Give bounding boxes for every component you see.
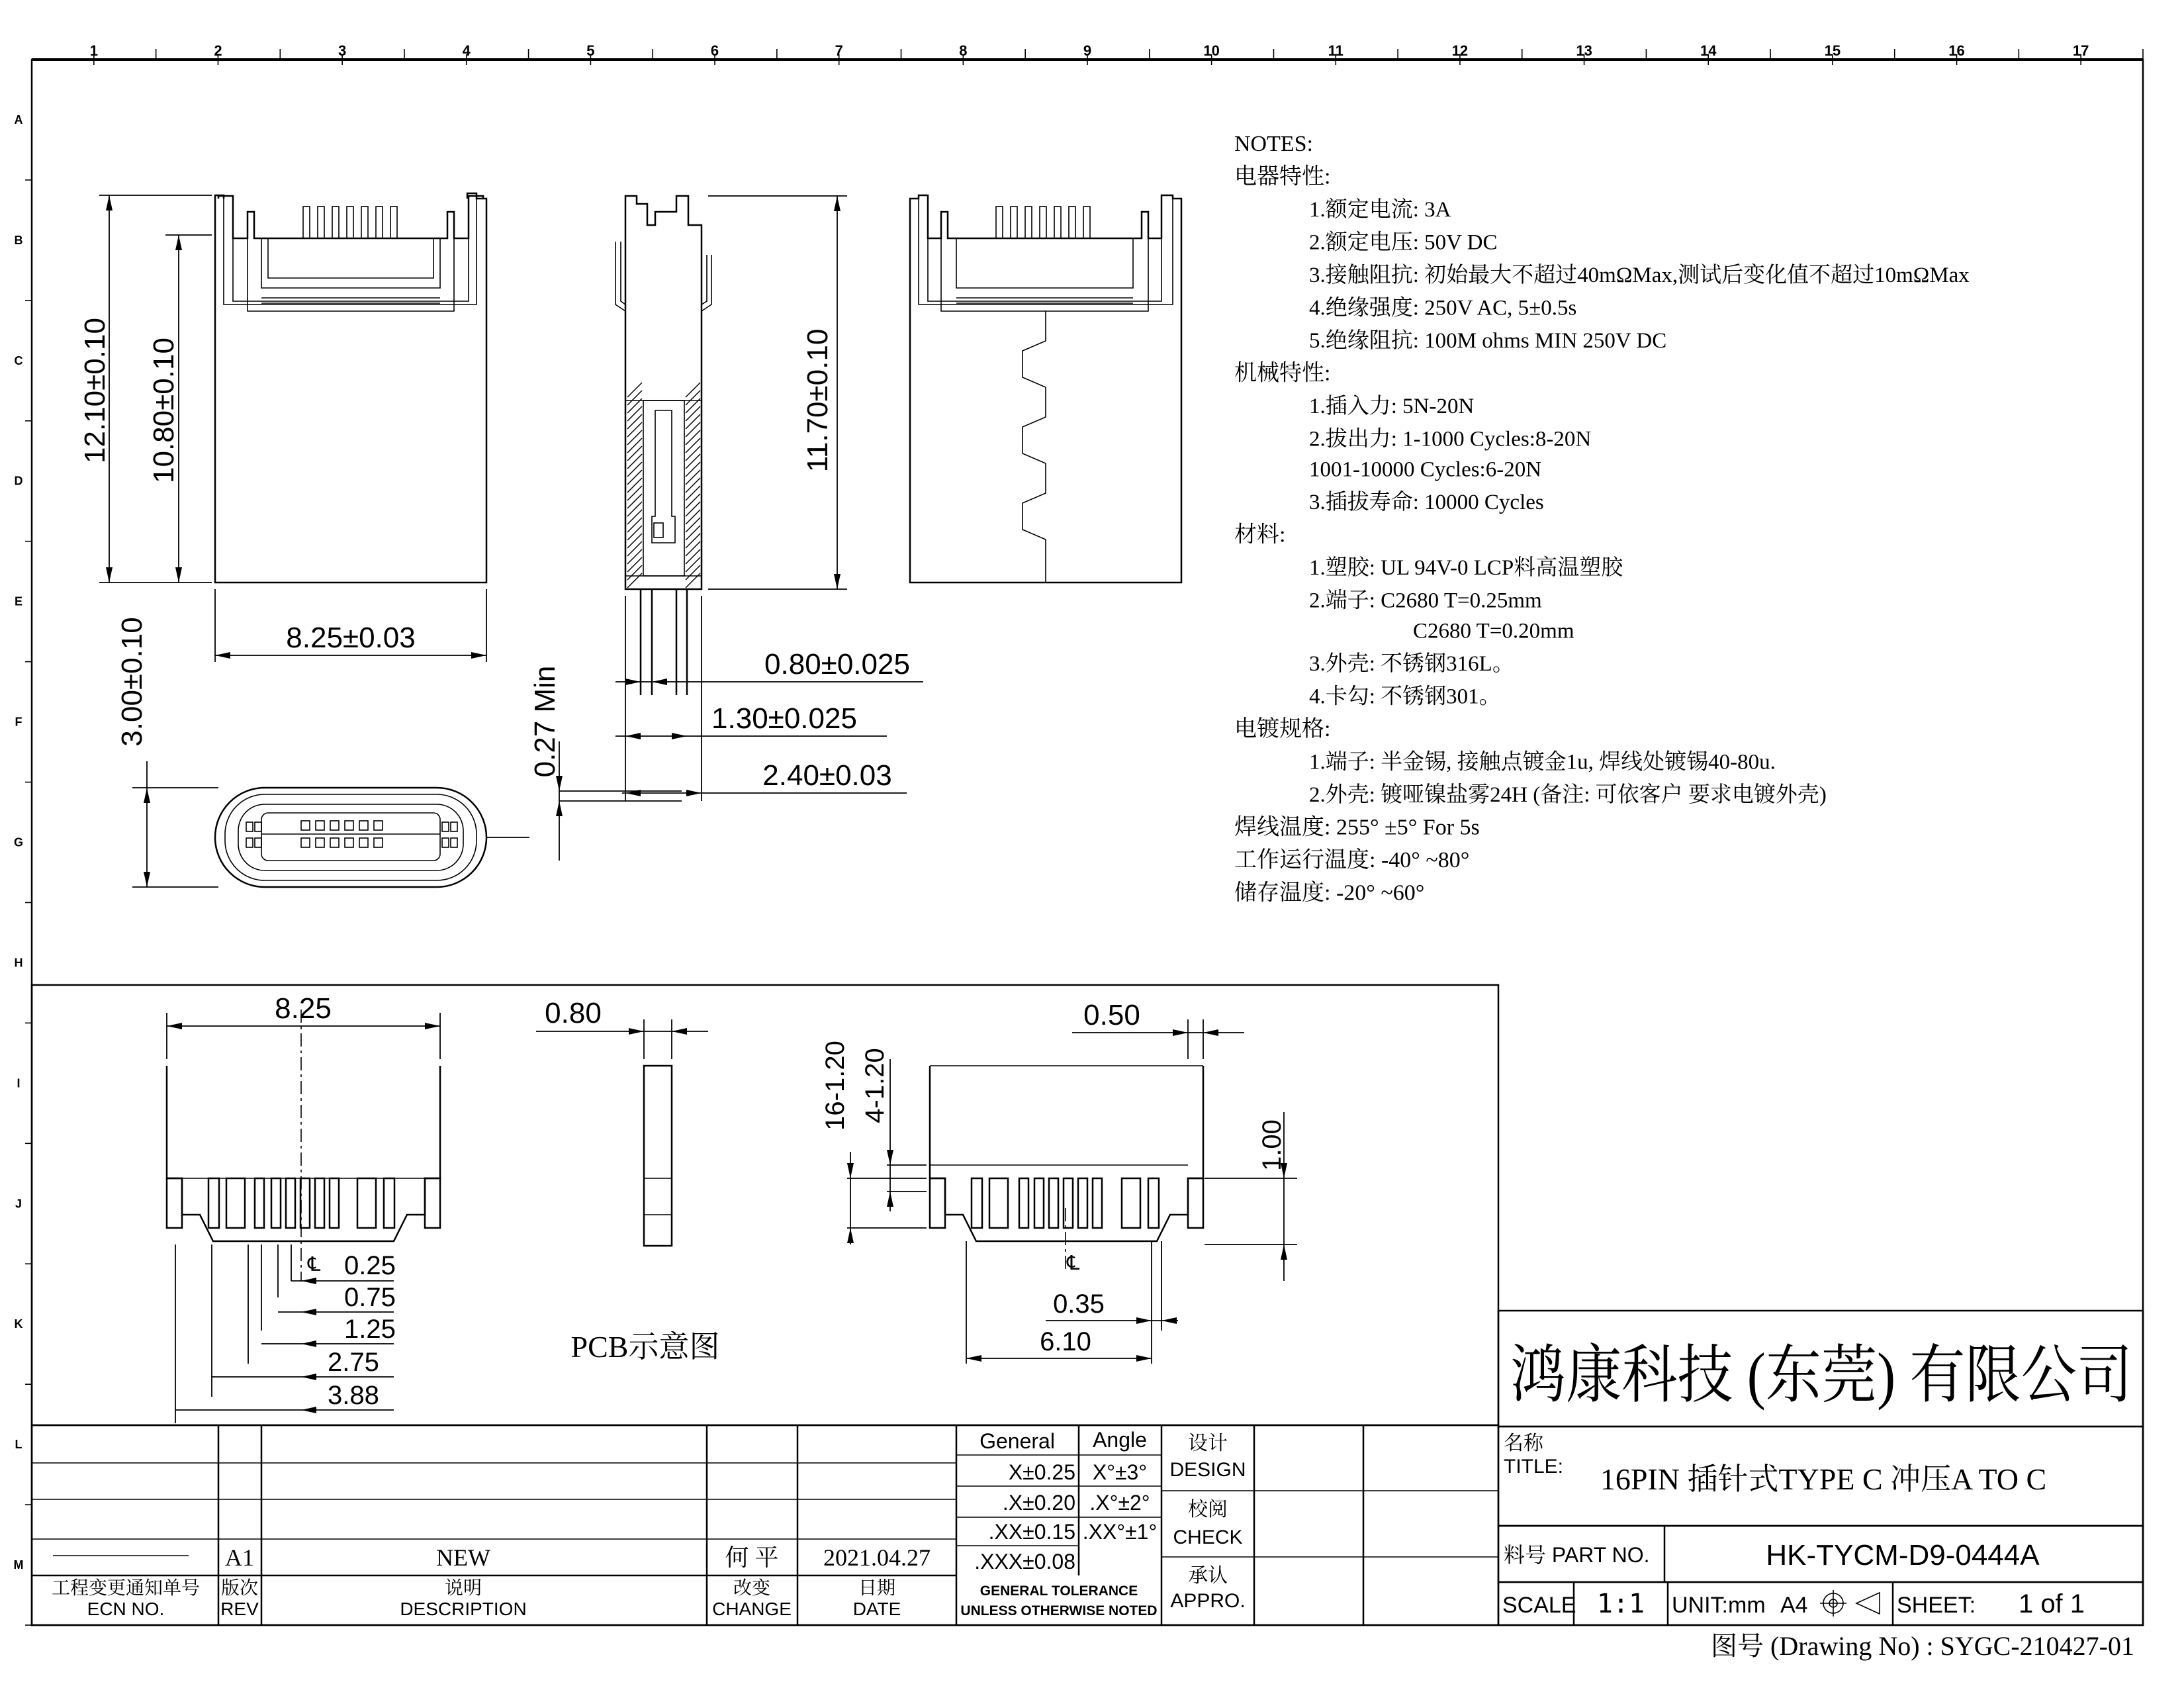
- pcb-pad: [1064, 1178, 1073, 1228]
- contact-pin: [361, 207, 368, 238]
- notes-tail: 焊线温度: 255° ±5° For 5s: [1234, 815, 1480, 840]
- section-hatch: [686, 454, 700, 469]
- tol-angle-header: Angle: [1093, 1428, 1147, 1452]
- unit-label: UNIT:mm: [1672, 1593, 1766, 1618]
- sheet-label: SHEET:: [1897, 1593, 1976, 1618]
- end-pin: [451, 838, 457, 847]
- border-col-label: 15: [1824, 42, 1841, 59]
- border-row-label: J: [15, 1197, 23, 1211]
- border-row-label: A: [14, 113, 23, 126]
- date-header-cn: 日期: [858, 1577, 896, 1598]
- approval-appro-en: APPRO.: [1170, 1590, 1246, 1612]
- approval-appro-cn: 承认: [1188, 1565, 1228, 1587]
- section-hatch: [627, 454, 642, 469]
- border-col-label: 12: [1451, 42, 1469, 59]
- border-row-label: D: [14, 474, 23, 488]
- section-hatch: [627, 494, 642, 508]
- section-hatch: [627, 391, 642, 405]
- rev-change: 何 平: [725, 1544, 779, 1571]
- end-pin: [330, 838, 339, 847]
- pcb-pad: [315, 1178, 324, 1228]
- notes-item: 2.外壳: 镀哑镍盐雾24H (备注: 可依客户 要求电镀外壳): [1309, 783, 1827, 807]
- scale-value: 1:1: [1596, 1589, 1645, 1619]
- end-pin: [374, 821, 383, 830]
- section-hatch: [686, 470, 700, 485]
- section-hatch: [627, 414, 642, 429]
- pcb-pad: [972, 1178, 982, 1228]
- notes-block: [1234, 132, 1970, 906]
- dim-height-total: 12.10±0.10: [79, 318, 111, 463]
- approval-design-cn: 设计: [1188, 1432, 1228, 1454]
- part-number: HK-TYCM-D9-0444A: [1766, 1539, 2040, 1571]
- notes-item: C2680 T=0.20mm: [1413, 619, 1574, 643]
- tol-row-2: .X±0.20: [1002, 1491, 1075, 1515]
- border-row-label: L: [15, 1438, 23, 1452]
- dim-thk2: 1.30±0.025: [711, 702, 857, 735]
- pcb-pad: [357, 1178, 376, 1228]
- section-hatch: [686, 414, 700, 429]
- ecn-header-cn: 工程变更通知单号: [51, 1577, 201, 1598]
- notes-item: 3.接触阻抗: 初始最大不超过40mΩMax,测试后变化值不超过10mΩMax: [1309, 263, 1970, 287]
- section-hatch: [686, 541, 700, 556]
- contact-pin: [1040, 207, 1046, 238]
- section-hatch: [686, 486, 700, 500]
- border-col-label: 3: [338, 42, 347, 59]
- section-hatch: [627, 526, 642, 540]
- section-hatch: [686, 383, 700, 397]
- notes-item: 2.拔出力: 1-1000 Cycles:8-20N: [1309, 427, 1592, 451]
- notes-tail: 工作运行温度: -40° ~80°: [1234, 848, 1470, 872]
- border-row-label: B: [14, 233, 23, 247]
- end-pin: [246, 822, 253, 831]
- contact-pin: [996, 207, 1003, 238]
- rev-desc: NEW: [436, 1544, 490, 1571]
- border-col-label: 13: [1576, 42, 1592, 59]
- contact-pin: [303, 207, 310, 238]
- rev-header-cn: 版次: [220, 1577, 259, 1598]
- notes-item: 1.插入力: 5N-20N: [1309, 395, 1475, 418]
- tol-angle-1: X°±3°: [1092, 1460, 1148, 1484]
- pcb-pad: [167, 1178, 182, 1228]
- section-hatch: [686, 510, 700, 524]
- contact-pin: [332, 207, 339, 238]
- contact-pin: [318, 207, 324, 238]
- notes-item: 1.端子: 半金锡, 接触点镀金1u, 焊线处镀锡40-80u.: [1309, 750, 1776, 774]
- rev-date: 2021.04.27: [823, 1544, 931, 1571]
- pcb-pad: [930, 1178, 945, 1228]
- section-hatch: [686, 494, 700, 508]
- tol-general-header: General: [979, 1429, 1055, 1453]
- section-hatch: [686, 526, 700, 540]
- pcb-pad: [1122, 1178, 1140, 1228]
- border-row-label: E: [14, 594, 23, 608]
- tol-row-4: .XXX±0.08: [974, 1550, 1075, 1573]
- border-col-label: 2: [214, 42, 222, 59]
- notes-item: 3.插拔寿命: 10000 Cycles: [1309, 491, 1544, 514]
- section-hatch: [627, 446, 642, 461]
- end-pin: [301, 838, 310, 847]
- approval-check-en: CHECK: [1173, 1526, 1243, 1548]
- section-hatch: [627, 518, 642, 532]
- notes-item: 4.绝缘强度: 250V AC, 5±0.5s: [1309, 296, 1577, 320]
- pcb-pad: [1049, 1178, 1058, 1228]
- pcb-pad: [1188, 1178, 1203, 1228]
- front-view: [79, 193, 486, 662]
- pcb-pad: [208, 1178, 219, 1228]
- section-hatch: [686, 462, 700, 477]
- pcb-right-v2: 4-1.20: [860, 1048, 889, 1123]
- section-hatch: [627, 406, 642, 421]
- section-hatch: [627, 462, 642, 477]
- company-name: 鸿康科技 (东莞) 有限公司: [1510, 1340, 2132, 1411]
- pcb-pad: [255, 1178, 264, 1228]
- sheet-value: 1 of 1: [2018, 1589, 2085, 1618]
- pcb-right-top-dim: 0.50: [1083, 999, 1140, 1031]
- pcb-pad: [300, 1178, 310, 1228]
- part-label: 料号 PART NO.: [1504, 1543, 1650, 1567]
- border-col-label: 16: [1948, 42, 1965, 59]
- border-col-label: 6: [710, 42, 719, 59]
- notes-header: NOTES:: [1234, 132, 1313, 156]
- border-col-label: 11: [1328, 42, 1343, 59]
- end-pin: [451, 822, 457, 831]
- section-hatch: [627, 438, 642, 453]
- notes-item: 3.外壳: 不锈钢316L。: [1309, 652, 1514, 676]
- pcb-pad: [1019, 1178, 1028, 1228]
- drawing-title: 16PIN 插针式TYPE C 冲压A TO C: [1600, 1462, 2047, 1496]
- tol-row-3: .XX±0.15: [988, 1520, 1075, 1544]
- section-hatch: [627, 470, 642, 485]
- section-hatch: [627, 422, 642, 437]
- section-hatch: [627, 534, 642, 548]
- pcb-left-top-dim: 8.25: [275, 992, 332, 1025]
- contact-pin: [1069, 207, 1075, 238]
- border-row-label: C: [14, 353, 23, 367]
- border-col-label: 4: [462, 42, 471, 59]
- end-pin: [301, 821, 310, 830]
- end-pin: [255, 838, 261, 847]
- contact-pin: [376, 207, 383, 238]
- border-col-label: 8: [959, 42, 968, 59]
- end-pin: [316, 838, 324, 847]
- pcb-right-view: [821, 999, 1297, 1364]
- section-hatch: [627, 557, 642, 572]
- contact-pin: [390, 207, 397, 238]
- notes-section-title: 电器特性:: [1234, 164, 1331, 189]
- notes-item: 2.端子: C2680 T=0.25mm: [1309, 588, 1542, 613]
- pcb-right-v3: 1.00: [1257, 1119, 1287, 1171]
- section-hatch: [627, 486, 642, 500]
- end-pin: [345, 838, 353, 847]
- date-header-en: DATE: [852, 1599, 901, 1619]
- dim-end-height: 3.00±0.10: [116, 617, 148, 747]
- pcb-pad: [330, 1178, 339, 1228]
- end-pin: [442, 822, 449, 831]
- pcb-pad: [1034, 1178, 1044, 1228]
- border-col-label: 1: [89, 42, 98, 59]
- approval-check-cn: 校阅: [1188, 1499, 1228, 1521]
- pcb-pad: [271, 1178, 281, 1228]
- tol-row-1: X±0.25: [1008, 1460, 1075, 1484]
- rev-value: A1: [225, 1544, 254, 1571]
- drawing-number: 图号 (Drawing No) : SYGC-210427-01: [1711, 1631, 2134, 1661]
- approval-design-en: DESIGN: [1169, 1459, 1246, 1481]
- border-col-label: 14: [1700, 42, 1717, 59]
- change-header-cn: 改变: [733, 1577, 771, 1598]
- dim-width: 8.25±0.03: [286, 622, 416, 654]
- pcb-frame: [32, 985, 1498, 1425]
- section-hatch: [686, 422, 700, 437]
- notes-tail: 储存温度: -20° ~60°: [1234, 880, 1425, 906]
- notes-item: 2.额定电压: 50V DC: [1309, 230, 1498, 255]
- pcb-label: PCB示意图: [570, 1330, 720, 1364]
- rev-header-en: REV: [220, 1599, 259, 1619]
- pcb-pad: [1093, 1178, 1102, 1228]
- title-label-cn: 名称: [1504, 1432, 1543, 1454]
- projection-symbol-icon: [1820, 1590, 1880, 1617]
- section-hatch: [686, 557, 700, 572]
- desc-header-en: DESCRIPTION: [400, 1599, 527, 1619]
- border-col-label: 7: [835, 42, 843, 59]
- title-block: [1498, 1311, 2143, 1661]
- back-view: [910, 195, 1181, 583]
- notes-section-title: 机械特性:: [1234, 361, 1331, 386]
- contact-pin: [1083, 207, 1090, 238]
- border-col-label: 10: [1203, 42, 1220, 59]
- section-hatch: [627, 478, 642, 492]
- contact-pin: [1054, 207, 1061, 238]
- pcb-dim-025: 0.25: [344, 1251, 396, 1280]
- border-row-label: K: [14, 1317, 23, 1331]
- dim-height-body: 10.80±0.10: [148, 338, 180, 483]
- end-view: [116, 617, 529, 887]
- tol-angle-3: .XX°±1°: [1082, 1520, 1158, 1544]
- pcb-pad: [226, 1178, 245, 1228]
- section-hatch: [686, 534, 700, 548]
- section-hatch: [686, 446, 700, 461]
- end-pin: [359, 838, 368, 847]
- pcb-dim-388: 3.88: [328, 1381, 379, 1410]
- border-col-label: 17: [2072, 42, 2089, 59]
- end-pin: [330, 821, 339, 830]
- dim-thk3: 2.40±0.03: [762, 759, 892, 792]
- section-hatch: [686, 430, 700, 445]
- section-hatch: [686, 502, 700, 516]
- tol-note-2: UNLESS OTHERWISE NOTED: [960, 1603, 1158, 1618]
- section-hatch: [627, 502, 642, 516]
- notes-item: 4.卡勾: 不锈钢301。: [1309, 684, 1501, 709]
- contact-pin: [347, 207, 353, 238]
- dim-section-height: 11.70±0.10: [801, 328, 834, 473]
- pcb-pad: [989, 1178, 1008, 1228]
- tol-note-1: GENERAL TOLERANCE: [979, 1583, 1138, 1599]
- section-hatch: [627, 549, 642, 564]
- pcb-pad: [384, 1178, 394, 1228]
- contact-pin: [1025, 207, 1032, 238]
- notes-item: 1.塑胶: UL 94V-0 LCP料高温塑胶: [1309, 556, 1623, 580]
- section-hatch: [686, 518, 700, 532]
- pcb-left-centerline: ℄: [308, 1254, 321, 1276]
- section-hatch: [627, 565, 642, 580]
- border-row-label: G: [13, 835, 24, 849]
- section-view: [529, 196, 923, 861]
- section-hatch: [686, 391, 700, 405]
- notes-item: 1.额定电流: 3A: [1309, 198, 1451, 222]
- pcb-pad: [286, 1178, 295, 1228]
- pcb-right-centerline: ℄: [1067, 1252, 1080, 1274]
- pcb-dim-075: 0.75: [344, 1283, 396, 1312]
- pcb-right-v1: 16-1.20: [821, 1041, 850, 1131]
- paper-size: A4: [1780, 1593, 1808, 1618]
- end-pin: [316, 821, 324, 830]
- pcb-pad: [425, 1178, 440, 1228]
- contact-pin: [1011, 207, 1017, 238]
- border-row-label: I: [17, 1076, 21, 1090]
- end-pin: [255, 822, 261, 831]
- border-row-label: F: [15, 715, 23, 729]
- border-row-label: M: [13, 1558, 24, 1572]
- border-col-label: 5: [586, 42, 595, 59]
- section-hatch: [686, 438, 700, 453]
- change-header-en: CHANGE: [712, 1599, 792, 1619]
- dim-min: 0.27 Min: [529, 665, 561, 778]
- pcb-pad: [1078, 1178, 1087, 1228]
- pcb-pad: [1148, 1178, 1159, 1228]
- end-pin: [442, 838, 449, 847]
- pcb-dim-275: 2.75: [328, 1348, 379, 1377]
- end-pin: [246, 838, 253, 847]
- notes-item: 5.绝缘阻抗: 100M ohms MIN 250V DC: [1309, 329, 1667, 353]
- pcb-right-b1: 0.35: [1053, 1289, 1105, 1319]
- section-hatch: [627, 383, 642, 397]
- scale-label: SCALE: [1502, 1593, 1576, 1618]
- pcb-mid-view: [536, 997, 719, 1364]
- section-hatch: [627, 510, 642, 524]
- pcb-dim-125: 1.25: [344, 1315, 396, 1344]
- section-hatch: [627, 430, 642, 445]
- notes-section-title: 电镀规格:: [1234, 717, 1331, 741]
- pcb-mid-top-dim: 0.80: [545, 997, 602, 1029]
- title-label-en: TITLE:: [1504, 1456, 1564, 1477]
- notes-section-title: 材料:: [1234, 522, 1286, 547]
- notes-item: 1001-10000 Cycles:6-20N: [1309, 457, 1542, 482]
- section-hatch: [627, 541, 642, 556]
- end-pin: [345, 821, 353, 830]
- revision-block: [32, 1425, 1498, 1625]
- end-pin: [374, 838, 383, 847]
- section-hatch: [686, 478, 700, 492]
- tol-angle-2: .X°±2°: [1089, 1491, 1150, 1515]
- border-row-label: H: [14, 956, 23, 970]
- section-hatch: [686, 565, 700, 580]
- section-hatch: [686, 406, 700, 421]
- end-pin: [359, 821, 368, 830]
- pcb-right-b2: 6.10: [1040, 1327, 1091, 1356]
- pcb-left-view: [167, 992, 440, 1423]
- desc-header-cn: 说明: [444, 1577, 482, 1598]
- dim-thk1: 0.80±0.025: [764, 648, 910, 680]
- border-col-label: 9: [1083, 42, 1092, 59]
- section-hatch: [686, 549, 700, 564]
- ecn-header-en: ECN NO.: [87, 1599, 165, 1619]
